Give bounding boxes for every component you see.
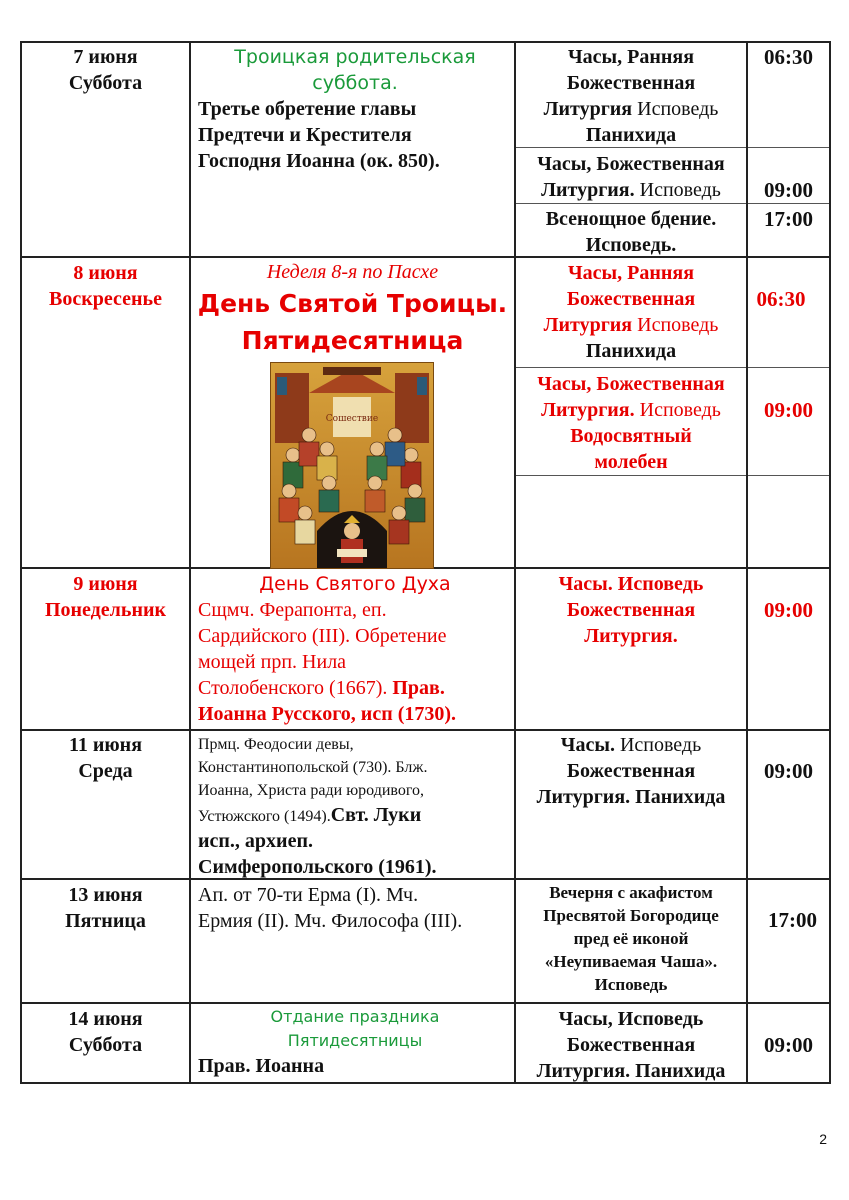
row6-time1: 09:00	[764, 1033, 813, 1057]
row5-service1: Вечерня с акафистом Пресвятой Богородице пред её иконой «Неупиваемая Чаша». Исповедь	[543, 883, 719, 994]
row1-saints-cell	[198, 44, 512, 174]
row1-time1: 06:30	[764, 45, 813, 69]
row3-service1: Часы. Исповедь Божественная Литургия.	[558, 573, 704, 647]
row2-time1: 06:30	[756, 287, 806, 311]
row1-service3: Всенощное бдение. Исповедь.	[545, 208, 717, 256]
row2-service2: Часы, Божественная Литургия. Исповедь Водосвятный молебен	[537, 373, 725, 473]
row2-feast-line1: День Святой Троицы.	[197, 289, 508, 318]
row3-time1: 09:00	[764, 598, 813, 622]
row2-day: Воскресенье	[49, 288, 162, 310]
row4-date-cell	[22, 732, 189, 784]
row1-service2: Часы, Божественная Литургия. Исповедь	[537, 153, 725, 201]
row6-date: 14 июня	[68, 1008, 143, 1030]
row2-date: 8 июня	[73, 262, 138, 284]
row3-date: 9 июня	[73, 573, 138, 595]
row1-saints-line1: Третье обретение главы	[198, 98, 417, 120]
row4-date: 11 июня	[68, 734, 143, 756]
row3-day: Понедельник	[44, 599, 167, 621]
row4-time1: 09:00	[764, 759, 813, 783]
row2-service1: Часы, Ранняя Божественная Литургия Исповедь Панихида	[543, 262, 719, 362]
svg-text:Сошествие: Сошествие	[325, 414, 379, 424]
row2-feast-cell	[191, 259, 514, 359]
row3-saints-cell: День Святого Духа Сщмч. Ферапонта, еп. Сардийского (III). Обретение мощей прп. Нила Столобенского (1667). Прав. Иоанна Русского, исп (1730).	[198, 571, 512, 727]
row2-time2: 09:00	[764, 398, 813, 422]
row3-feast: День Святого Духа	[259, 573, 451, 595]
row2-date-cell	[22, 260, 189, 312]
row6-saints-cell: Отдание праздника Пятидесятницы Прав. Иоанна	[198, 1007, 440, 1077]
row1-service1: Часы, Ранняя Божественная Литургия Исповедь Панихида	[543, 46, 719, 146]
row6-day: Суббота	[68, 1034, 143, 1056]
row1-time3: 17:00	[764, 207, 813, 231]
row6-service1: Часы, Исповедь Божественная Литургия. Панихида	[536, 1008, 726, 1082]
row5-saints-cell: Ап. от 70-ти Ерма (I). Мч. Ермия (II). Мч. Философа (III).	[198, 884, 463, 932]
row1-saints-line3: Господня Иоанна (ок. 850).	[198, 150, 440, 172]
row3-date-cell	[22, 571, 189, 623]
pentecost-icon	[270, 362, 434, 569]
row1-date: 7 июня	[73, 46, 138, 68]
row1-feast-line2: суббота.	[312, 72, 398, 94]
row4-service1: Часы. Исповедь Божественная Литургия. Панихида	[536, 734, 726, 808]
row2-feast-line2: Пятидесятница	[241, 326, 464, 355]
row5-day: Пятница	[65, 910, 146, 932]
row5-time1: 17:00	[768, 908, 817, 932]
row1-saints-line2: Предтечи и Крестителя	[198, 124, 412, 146]
row4-day: Среда	[78, 760, 133, 782]
row4-saints-cell: Прмц. Феодосии девы, Константинопольской (730). Блж. Иоанна, Христа ради юродивого, Устюжского (1494).Свт. Луки исп., архиеп. Симферопольского (1961).	[198, 736, 437, 878]
row1-date-cell	[22, 44, 189, 96]
row1-time2: 09:00	[764, 178, 813, 202]
row1-day: Суббота	[68, 72, 143, 94]
row5-date-cell	[22, 882, 189, 934]
page-number: 2	[819, 1131, 827, 1147]
row6-date-cell	[22, 1006, 189, 1058]
row5-date: 13 июня	[68, 884, 143, 906]
row1-feast-line1: Троицкая родительская	[234, 46, 476, 68]
row2-week: Неделя 8-я по Пасхе	[266, 261, 439, 283]
